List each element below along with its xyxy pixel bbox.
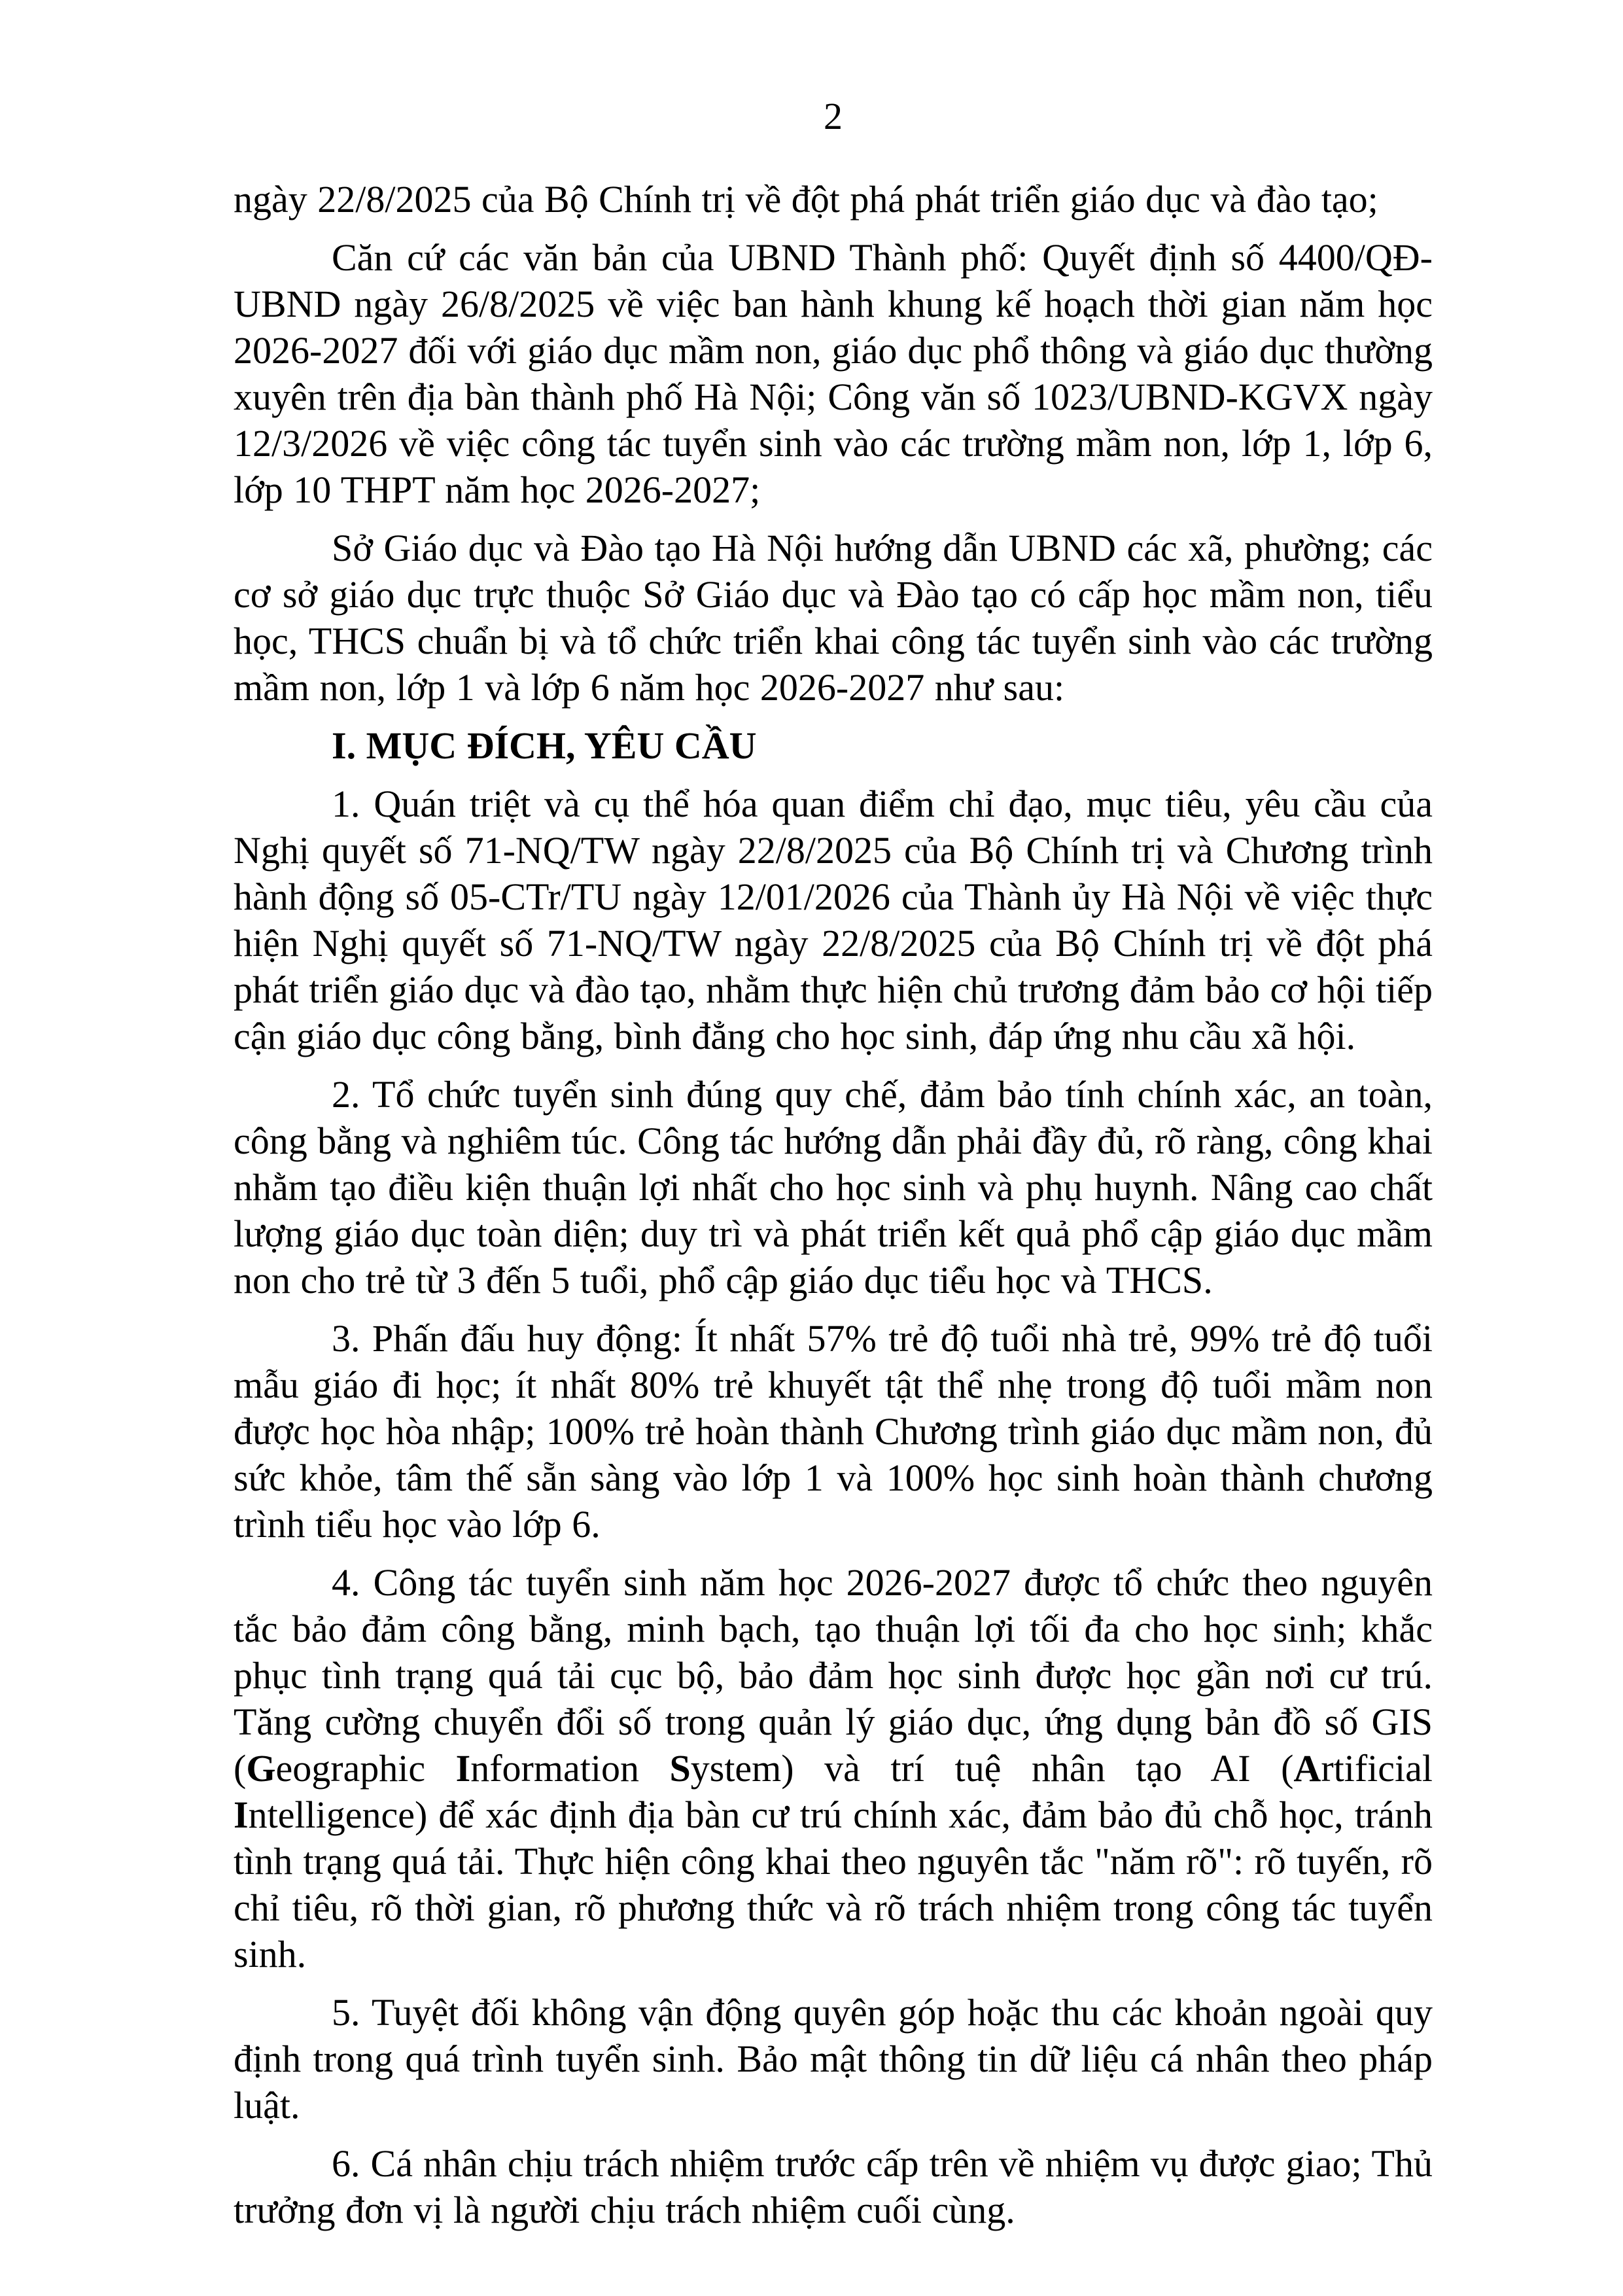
page-number: 2: [824, 95, 843, 137]
paragraph-item-5: 5. Tuyệt đối không vận động quyên góp hoặc thu các khoản ngoài quy định trong quá trình tuyển sinh. Bảo mật thông tin dữ liệu cá nhân theo pháp luật.: [234, 1991, 1433, 2127]
paragraph-item-1: 1. Quán triệt và cụ thể hóa quan điểm chỉ đạo, mục tiêu, yêu cầu của Nghị quyết số 71-NQ/TW ngày 22/8/2025 của Bộ Chính trị và Chương trình hành động số 05-CTr/TU ngày 12/01/2026 của Thành ủy Hà Nội về việc thực hiện Nghị quyết số 71-NQ/TW ngày 22/8/2025 của Bộ Chính trị về đột phá phát triển giáo dục và đào tạo, nhằm thực hiện chủ trương đảm bảo cơ hội tiếp cận giáo dục công bằng, bình đẳng cho học sinh, đáp ứng nhu cầu xã hội.: [234, 783, 1433, 1057]
paragraph-item-2: 2. Tổ chức tuyển sinh đúng quy chế, đảm bảo tính chính xác, an toàn, công bằng và nghiêm túc. Công tác hướng dẫn phải đầy đủ, rõ ràng, công khai nhằm tạo điều kiện thuận lợi nhất cho học sinh và phụ huynh. Nâng cao chất lượng giáo dục toàn diện; duy trì và phát triển kết quả phổ cập giáo dục mầm non cho trẻ từ 3 đến 5 tuổi, phổ cập giáo dục tiểu học và THCS.: [234, 1073, 1433, 1301]
document-body: [234, 93, 1433, 2233]
paragraph-item-3: 3. Phấn đấu huy động: Ít nhất 57% trẻ độ tuổi nhà trẻ, 99% trẻ độ tuổi mẫu giáo đi học; ít nhất 80% trẻ khuyết tật thể nhẹ trong độ tuổi mầm non được học hòa nhập; 100% trẻ hoàn thành Chương trình giáo dục mầm non, đủ sức khỏe, tâm thế sẵn sàng vào lớp 1 và 100% học sinh hoàn thành chương trình tiểu học vào lớp 6.: [234, 1317, 1433, 1545]
paragraph-department-guidance: Sở Giáo dục và Đào tạo Hà Nội hướng dẫn UBND các xã, phường; các cơ sở giáo dục trực thuộc Sở Giáo dục và Đào tạo có cấp học mầm non, tiểu học, THCS chuẩn bị và tổ chức triển khai công tác tuyển sinh vào các trường mầm non, lớp 1 và lớp 6 năm học 2026-2027 như sau:: [234, 527, 1433, 709]
section-heading-purpose-requirements: I. MỤC ĐÍCH, YÊU CẦU: [332, 724, 757, 767]
paragraph-item-6: 6. Cá nhân chịu trách nhiệm trước cấp trên về nhiệm vụ được giao; Thủ trưởng đơn vị là người chịu trách nhiệm cuối cùng.: [234, 2142, 1433, 2231]
paragraph-item-4: 4. Công tác tuyển sinh năm học 2026-2027 được tổ chức theo nguyên tắc bảo đảm công bằng, minh bạch, tạo thuận lợi tối đa cho học sinh; khắc phục tình trạng quá tải cục bộ, bảo đảm học sinh được học gần nơi cư trú. Tăng cường chuyển đổi số trong quản lý giáo dục, ứng dụng bản đồ số GIS (Geographic Information System) và trí tuệ nhân tạo AI (Artificial Intelligence) để xác định địa bàn cư trú chính xác, đảm bảo đủ chỗ học, tránh tình trạng quá tải. Thực hiện công khai theo nguyên tắc "năm rõ": rõ tuyến, rõ chỉ tiêu, rõ thời gian, rõ phương thức và rõ trách nhiệm trong công tác tuyển sinh.: [234, 1561, 1433, 1975]
paragraph-legal-basis-ubnd: Căn cứ các văn bản của UBND Thành phố: Quyết định số 4400/QĐ-UBND ngày 26/8/2025 về việc ban hành khung kế hoạch thời gian năm học 2026-2027 đối với giáo dục mầm non, giáo dục phổ thông và giáo dục thường xuyên trên địa bàn thành phố Hà Nội; Công văn số 1023/UBND-KGVX ngày 12/3/2026 về việc công tác tuyển sinh vào các trường mầm non, lớp 1, lớp 6, lớp 10 THPT năm học 2026-2027;: [234, 236, 1433, 511]
paragraph-intro-continuation: ngày 22/8/2025 của Bộ Chính trị về đột phá phát triển giáo dục và đào tạo;: [234, 178, 1378, 221]
